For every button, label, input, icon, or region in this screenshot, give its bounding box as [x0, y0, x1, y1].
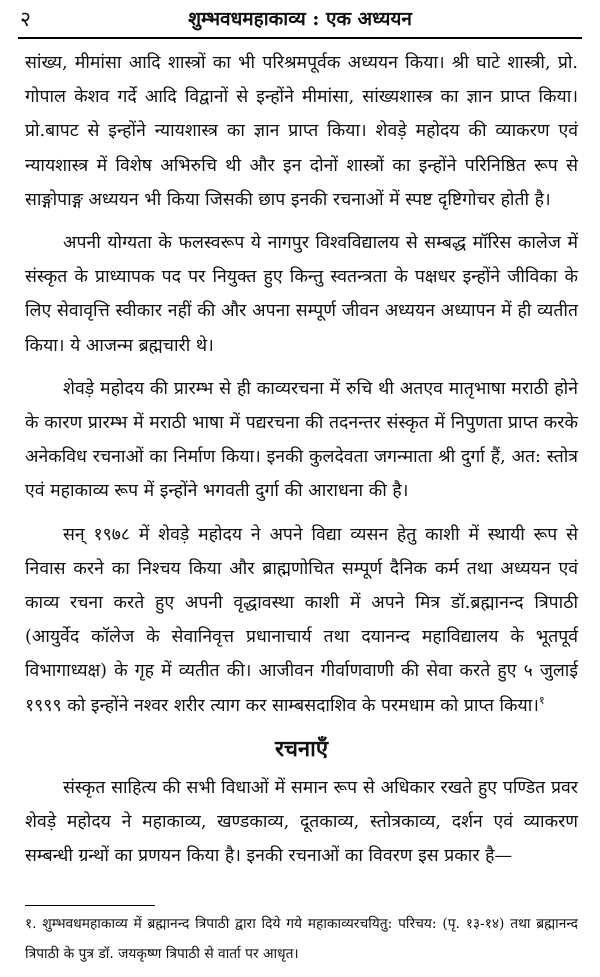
paragraph-3: शेवड़े महोदय की प्रारम्भ से ही काव्यरचना में रुचि थी अतएव मातृभाषा मराठी होने के कारण प्रारम्भ में मराठी भाषा में पद्यरचना की तदनन्तर संस्कृत में निपुणता प्राप्त करके अनेकविध रचनाओं का निर्माण किया। इनकी कुलदेवता जगन्माता श्री दुर्गा हैं, अत: स्तोत्र एवं महाकाव्य रूप में इन्होंने भगवती दुर्गा की आराधना की है।	[25, 378, 578, 502]
running-title: शुम्भवधमहाकाव्य : एक अध्ययन	[188, 8, 412, 30]
footnote-rule	[25, 905, 155, 906]
header-rule	[18, 37, 582, 39]
footnote: १. शुम्भवधमहाकाव्य में ब्रह्मानन्द त्रिपाठी द्वारा दिये गये महाकाव्यरचयितु: परिचय: (पृ. १३-१४) तथा ब्रह्मानन्द त्रिपाठी के पुत्र डॉ. जयकृष्ण त्रिपाठी से वार्ता पर आधृत।	[25, 916, 578, 962]
paragraph-4	[25, 518, 578, 723]
paragraph-2: अपनी योग्यता के फलस्वरूप ये नागपुर विश्वविद्यालय से सम्बद्ध मॉरिस कालेज में संस्कृत के प्राध्यापक पद पर नियुक्त हुए किन्तु स्वतन्त्रता के पक्षधर इन्होंने जीविका के लिए सेवावृत्ति स्वीकार नहीं की और अपना सम्पूर्ण जीवन अध्ययन अध्यापन में ही व्यतीत किया। ये आजन्म ब्रह्मचारी थे।	[25, 233, 578, 356]
page-body	[25, 46, 578, 873]
section-heading-rachnaen: रचनाएँ	[274, 735, 329, 762]
page-number: २	[20, 7, 31, 31]
paragraph-4-text: सन् १९७८ में शेवड़े महोदय ने अपने विद्या व्यसन हेतु काशी में स्थायी रूप से निवास करने का निश्चय किया और ब्राह्मणोचित सम्पूर्ण दैनिक कर्म तथा अध्ययन एवं काव्य रचना करते हुए अपनी वृद्धावस्था काशी में अपने मित्र डॉ.ब्रह्मानन्द त्रिपाठी (आयुर्वेद कॉलेज के सेवानिवृत्त प्रधानाचार्य तथा दयानन्द महाविद्यालय के भूतपूर्व विभागाध्यक्ष) के गृह में व्यतीत की। आजीवन गीर्वाणवाणी की सेवा करते हुए ५ जुलाई १९९९ को इन्होंने नश्वर शरीर त्याग कर साम्बसदाशिव के परमधाम को प्राप्त किया।	[25, 524, 578, 716]
page-header	[20, 4, 580, 34]
paragraph-1: सांख्य, मीमांसा आदि शास्त्रों का भी परिश्रमपूर्वक अध्ययन किया। श्री घाटे शास्त्री, प्रो. गोपाल केशव गर्दे आदि विद्वानों से इन्होंने मीमांसा, सांख्यशास्त्र का ज्ञान प्राप्त किया। प्रो.बापट से इन्होंने न्यायशास्त्र का ज्ञान प्राप्त किया। शेवड़े महोदय की व्याकरण एवं न्यायशास्त्र में विशेष अभिरुचि थी और इन दोनों शास्त्रों का इन्होंने परिनिष्ठित रूप से साङ्गोपाङ्ग अध्ययन भी किया जिसकी छाप इनकी रचनाओं में स्पष्ट दृष्टिगोचर होती है।	[25, 53, 578, 210]
footnote-marker: १	[538, 693, 545, 707]
paragraph-5: संस्कृत साहित्य की सभी विधाओं में समान रूप से अधिकार रखते हुए पण्डित प्रवर शेवड़े महोदय ने महाकाव्य, खण्डकाव्य, दूतकाव्य, स्तोत्रकाव्य, दर्शन एवं व्याकरण सम्बन्धी ग्रन्थों का प्रणयन किया है। इनकी रचनाओं का विवरण इस प्रकार है—	[25, 777, 578, 867]
